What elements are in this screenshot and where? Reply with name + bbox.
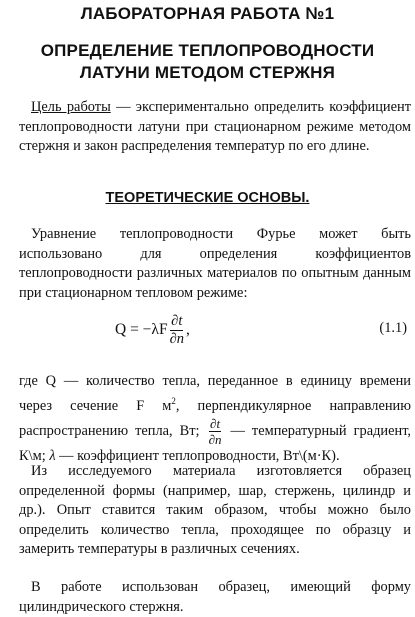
definitions-part-2: , перпендикулярное направлению распространению тепла, Вт;	[19, 397, 411, 439]
formula-fraction	[170, 313, 184, 348]
definitions-part-1: где Q — количество тепла, переданное в единицу времени через сечение F м	[19, 373, 411, 414]
lab-title: ЛАБОРАТОРНАЯ РАБОТА №1	[80, 4, 335, 23]
goal-label: Цель работы	[31, 99, 111, 115]
definitions-part-3: — температурный градиент, К\м;	[19, 422, 411, 464]
equation-number: (1.1)	[379, 320, 407, 336]
definitions-paragraph	[19, 372, 411, 466]
work-paragraph: В работе использован образец, имеющий форму цилиндрического стержня.	[19, 579, 411, 615]
subtitle-line-2: ЛАТУНИ МЕТОДОМ СТЕРЖНЯ	[79, 63, 336, 82]
formula-lhs: Q = −λF	[115, 321, 168, 338]
sample-paragraph: Из исследуемого материала изготовляется образец определенной формы (например, шар, стержень, цилиндр и др.). Опыт ставится таким образом, чтобы можно было определить количество тепла, проходящее по образцу и замерить температуры в различных сечениях.	[19, 463, 411, 557]
goal-paragraph	[19, 98, 411, 157]
formula-block	[19, 308, 411, 352]
area-exponent: 2	[171, 395, 176, 406]
formula-numerator: ∂t	[171, 312, 183, 329]
subtitle-line-1: ОПРЕДЕЛЕНИЕ ТЕПЛОПРОВОДНОСТИ	[40, 41, 375, 60]
intro-paragraph: Уравнение теплопроводности Фурье может быть использовано для определения коэффициентов теплопроводности различных материалов по опытным данным при стационарном тепловом режиме:	[19, 226, 411, 301]
lambda-symbol: λ	[49, 447, 56, 464]
goal-text: — экспериментально определить коэффициент теплопроводности латуни при стационарном режиме методом стержня и закон распределения температур по его длине.	[19, 99, 411, 154]
definitions-part-4: — коэффициент теплопроводности, Вт\(м·К).	[55, 447, 340, 464]
document-subtitle	[0, 40, 415, 84]
gradient-denominator: ∂n	[208, 431, 222, 447]
formula-tail: ,	[185, 321, 190, 338]
gradient-fraction	[209, 416, 222, 447]
formula-denominator: ∂n	[169, 330, 184, 347]
section-heading: ТЕОРЕТИЧЕСКИЕ ОСНОВЫ.	[105, 190, 310, 206]
fourier-formula	[115, 308, 190, 352]
gradient-numerator: ∂t	[210, 415, 221, 431]
